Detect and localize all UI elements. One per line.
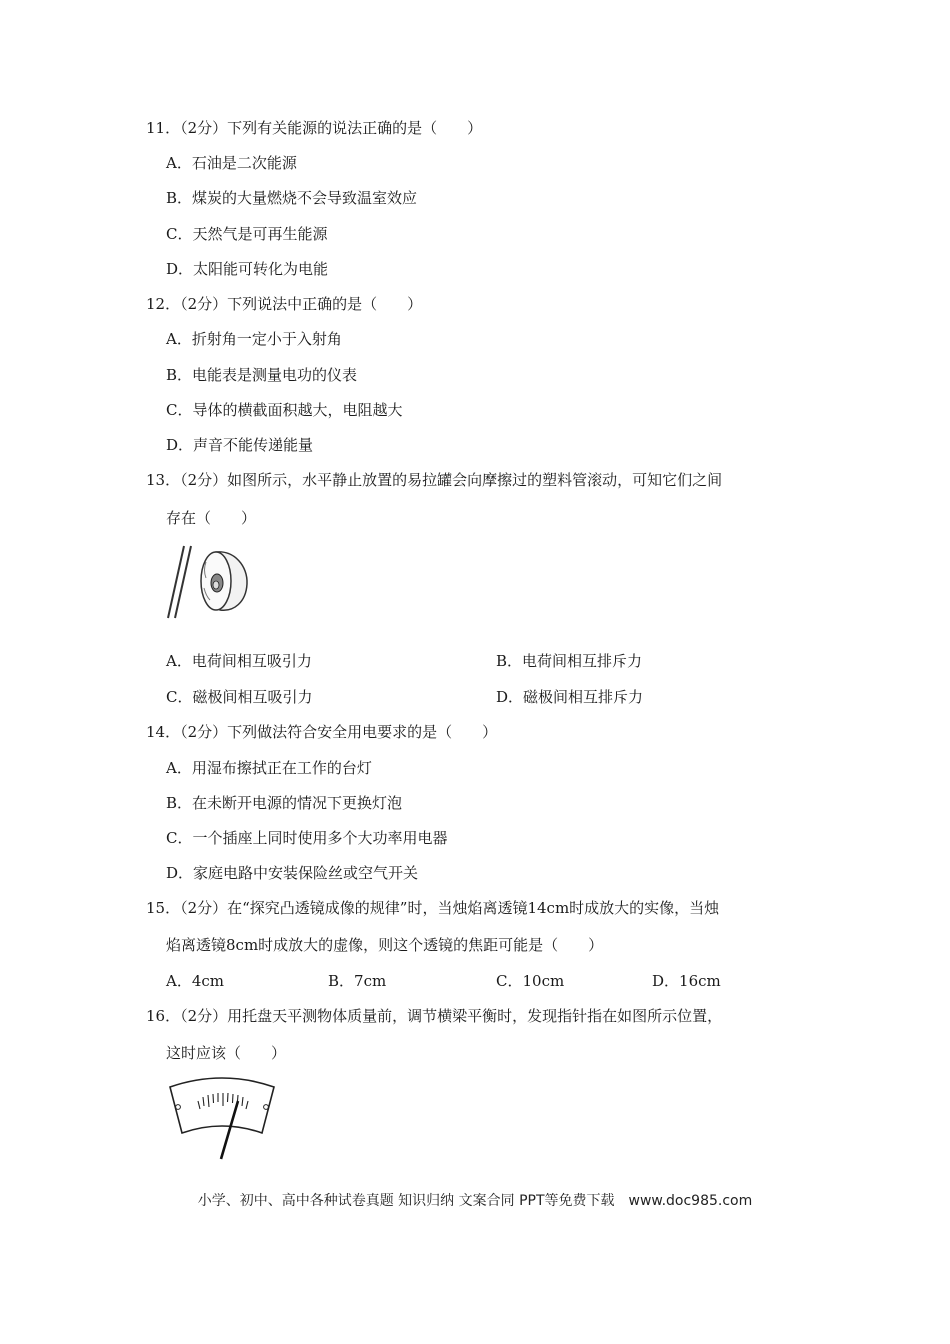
question-15-option-d: D．16cm — [652, 972, 721, 990]
question-13-option-c: C．磁极间相互吸引力 — [166, 688, 313, 706]
question-12-option-b: B．电能表是测量电功的仪表 — [166, 366, 358, 384]
question-15-option-a: A．4cm — [166, 972, 225, 990]
question-16-stem: 16．（2分）用托盘天平测物体质量前，调节横梁平衡时，发现指针指在如图所示位置， — [146, 1007, 723, 1025]
question-14-option-d: D．家庭电路中安装保险丝或空气开关 — [166, 864, 419, 882]
question-14-stem: 14．（2分）下列做法符合安全用电要求的是（ ） — [146, 723, 498, 741]
question-12-option-c: C．导体的横截面积越大，电阻越大 — [166, 401, 403, 419]
question-12-stem: 12．（2分）下列说法中正确的是（ ） — [146, 295, 423, 313]
question-16-stem-continued: 这时应该（ ） — [166, 1044, 287, 1062]
question-14-option-c: C．一个插座上同时使用多个大功率用电器 — [166, 829, 448, 847]
question-13-option-d: D．磁极间相互排斥力 — [496, 688, 644, 706]
question-15-stem-continued: 焰离透镜8cm时成放大的虚像，则这个透镜的焦距可能是（ ） — [166, 936, 604, 954]
question-13-stem-continued: 存在（ ） — [166, 509, 257, 527]
question-12-option-a: A．折射角一定小于入射角 — [166, 330, 342, 348]
page-footer: 小学、初中、高中各种试卷真题 知识归纳 文案合同 PPT等免费下载 www.doc985.com — [197, 1193, 753, 1209]
question-15-stem: 15．（2分）在“探究凸透镜成像的规律”时，当烛焰离透镜14cm时成放大的实像，当烛 — [146, 899, 720, 917]
question-15-option-c: C．10cm — [496, 972, 565, 990]
question-11-option-d: D．太阳能可转化为电能 — [166, 260, 329, 278]
question-11-option-a: A．石油是二次能源 — [166, 154, 297, 172]
question-11-option-b: B．煤炭的大量燃烧不会导致温室效应 — [166, 189, 418, 207]
question-14-option-a: A．用湿布擦拭正在工作的台灯 — [166, 759, 372, 777]
question-13-option-b: B．电荷间相互排斥力 — [496, 652, 643, 670]
question-14-option-b: B．在未断开电源的情况下更换灯泡 — [166, 794, 403, 812]
question-11-stem: 11．（2分）下列有关能源的说法正确的是（ ） — [146, 119, 483, 137]
question-16-figure-balance-pointer — [166, 1075, 278, 1161]
question-13-option-a: A．电荷间相互吸引力 — [166, 652, 312, 670]
question-11-option-c: C．天然气是可再生能源 — [166, 225, 328, 243]
question-13-stem: 13．（2分）如图所示，水平静止放置的易拉罐会向摩擦过的塑料管滚动，可知它们之间 — [146, 471, 723, 489]
question-13-figure-can-and-tube — [164, 540, 254, 622]
question-15-option-b: B．7cm — [328, 972, 387, 990]
question-12-option-d: D．声音不能传递能量 — [166, 436, 314, 454]
